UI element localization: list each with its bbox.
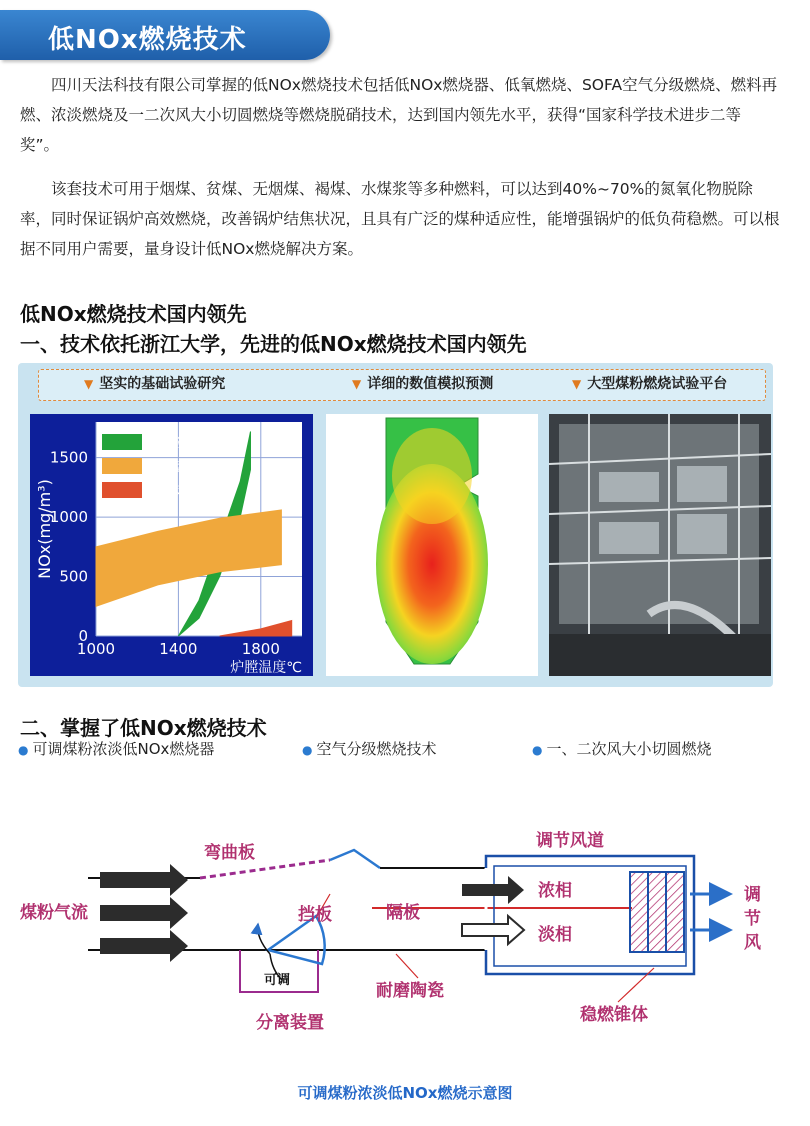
tab-numerical-simulation (352, 373, 493, 393)
page-title: 低NOx燃烧技术 (48, 25, 247, 55)
bullet-icon: ● (18, 743, 29, 757)
label-ceramic: 耐磨陶瓷 (376, 981, 444, 1001)
dense-arrow-icon (462, 876, 524, 904)
furnace-temperature-field (326, 414, 538, 676)
label-bent-plate: 弯曲板 (204, 843, 255, 863)
burner-diagram (0, 820, 810, 1050)
diagram-caption: 可调煤粉浓淡低NOx燃烧示意图 (297, 1084, 513, 1102)
x-tick-label: 1400 (159, 640, 198, 658)
legend-swatch (102, 458, 142, 474)
simulation-image (326, 414, 538, 676)
lean-arrow-icon (462, 916, 524, 944)
label-adjustable: 可调 (264, 973, 291, 988)
bullet-item (302, 738, 437, 759)
y-tick-label: 1500 (49, 448, 88, 467)
bullet-icon: ● (532, 743, 543, 757)
label-inlet: 煤粉气流 (20, 903, 88, 923)
legend-swatch (102, 482, 142, 498)
label-partition: 隔板 (386, 903, 420, 923)
label-separator: 分离装置 (256, 1013, 324, 1033)
bullet-label: 可调煤粉浓淡低NOx燃烧器 (32, 740, 215, 758)
bullet-label: 一、二次风大小切圆燃烧 (546, 740, 712, 758)
triangle-icon: ▼ (84, 377, 94, 391)
legend-label: 瞬时反应型NOx (148, 484, 234, 498)
section1-subtitle: 一、技术依托浙江大学，先进的低NOx燃烧技术国内领先 (20, 332, 527, 356)
x-tick-label: 1000 (76, 640, 116, 658)
tab-test-platform (572, 373, 727, 393)
intro-paragraph-2: 该套技术可用于烟煤、贫煤、无烟煤、褐煤、水煤浆等多种燃料，可以达到40%~70%的氮氧化物脱除率，同时保证锅炉高效燃烧，改善锅炉结焦状况，且具有广泛的煤种适应性，能增强锅炉的低负荷稳燃。可以根据不同用户需要，量身设计低NOx燃烧解决方案。 (20, 180, 780, 258)
label-baffle: 挡板 (298, 905, 332, 925)
tab-label: 大型煤粉燃烧试验平台 (587, 376, 728, 392)
legend-label: 热反应NOx (148, 436, 210, 450)
nox-chart (30, 414, 313, 676)
label-adjust-air-1: 调 (744, 885, 761, 905)
y-tick-label: 1000 (49, 508, 88, 527)
x-tick-label: 1800 (241, 640, 280, 658)
nox-chart-svg (30, 414, 313, 676)
y-axis-label: NOx(mg/m³) (35, 479, 54, 579)
tab-label: 详细的数值模拟预测 (367, 376, 494, 392)
bullet-item (532, 738, 712, 759)
section1-title: 低NOx燃烧技术国内领先 (20, 302, 247, 326)
legend-label: 燃料型NOx (148, 460, 210, 474)
label-adjust-air-2: 节 (744, 909, 761, 929)
test-platform-photo (549, 414, 771, 676)
bullet-icon: ● (302, 743, 313, 757)
legend-swatch (102, 434, 142, 450)
bullet-item (18, 738, 214, 759)
y-tick-label: 500 (59, 567, 88, 586)
label-dense: 浓相 (538, 881, 572, 901)
inlet-arrows (100, 864, 188, 962)
x-axis-label: 炉膛温度℃ (230, 660, 302, 676)
label-lean: 淡相 (538, 925, 572, 945)
triangle-icon: ▼ (572, 377, 582, 391)
boiler-structure-illustration (549, 414, 771, 676)
section2-title: 二、掌握了低NOx燃烧技术 (20, 716, 267, 740)
bullet-label: 空气分级燃烧技术 (316, 740, 437, 758)
label-adjust-air-3: 风 (744, 933, 761, 953)
tab-label: 坚实的基础试验研究 (99, 376, 226, 392)
label-stabilizer: 稳燃锥体 (580, 1005, 648, 1025)
y-tick-label: 0 (78, 627, 88, 645)
triangle-icon: ▼ (352, 377, 362, 391)
intro-paragraph-1: 四川天法科技有限公司掌握的低NOx燃烧技术包括低NOx燃烧器、低氧燃烧、SOFA空气分级燃烧、燃料再燃、浓淡燃烧及一二次风大小切圆燃烧等燃烧脱硝技术，达到国内领先水平，获得“国家科学技术进步二等奖”。 (20, 76, 778, 154)
label-damper-duct: 调节风道 (536, 831, 604, 851)
tab-basic-research (84, 373, 225, 393)
